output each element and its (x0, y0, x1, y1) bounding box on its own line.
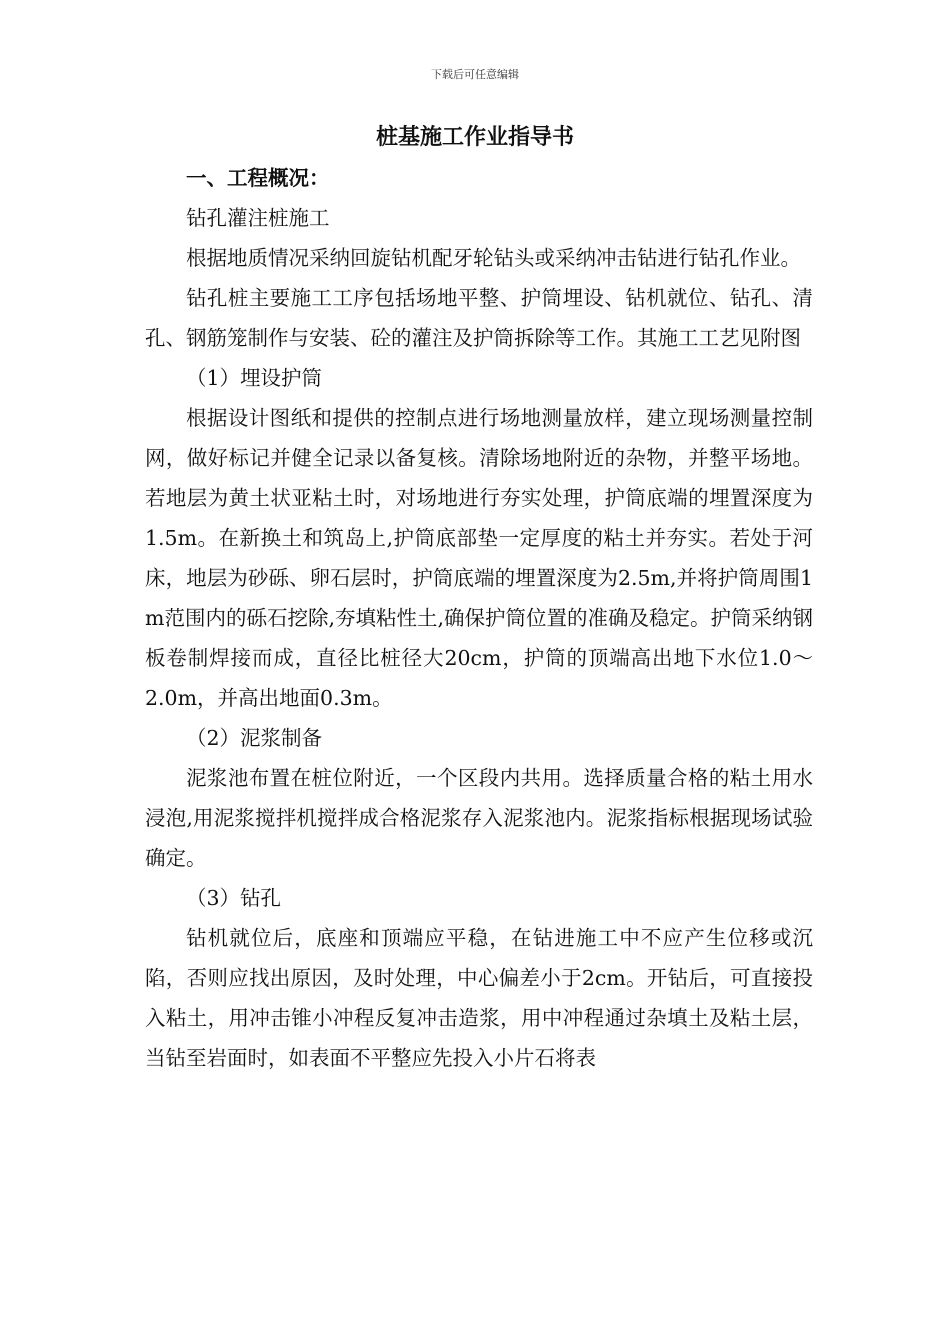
paragraph: 钻机就位后，底座和顶端应平稳，在钻进施工中不应产生位移或沉陷，否则应找出原因，及时处理，中心偏差小于2cm。开钻后，可直接投入粘土，用冲击锥小冲程反复冲击造浆，用中冲程通过杂填土及粘土层，当钻至岩面时，如表面不平整应先投入小片石将表 (145, 926, 813, 1070)
document-body (145, 158, 813, 1078)
paragraph: 根据设计图纸和提供的控制点进行场地测量放样，建立现场测量控制网，做好标记并健全记录以备复核。清除场地附近的杂物，并整平场地。若地层为黄土状亚粘土时，对场地进行夯实处理，护筒底端的埋置深度为1.5m。在新换土和筑岛上,护筒底部垫一定厚度的粘土并夯实。若处于河床，地层为砂砾、卵石层时，护筒底端的埋置深度为2.5m,并将护筒周围1 m范围内的砾石挖除,夯填粘性土,确保护筒位置的准确及稳定。护筒采纳钢板卷制焊接而成，直径比桩径大20cm，护筒的顶端高出地下水位1.0～2.0m，并高出地面0.3m。 (145, 406, 813, 710)
subheading: （3）钻孔 (186, 886, 282, 910)
paragraph: 钻孔灌注桩施工 (186, 206, 330, 230)
document-title: 桩基施工作业指导书 (375, 125, 574, 150)
page-header-note: 下载后可任意编辑 (431, 68, 519, 81)
paragraph: 钻孔桩主要施工工序包括场地平整、护筒埋设、钻机就位、钻孔、清孔、钢筋笼制作与安装、砼的灌注及护筒拆除等工作。其施工工艺见附图 (145, 286, 813, 350)
subheading: （1）埋设护筒 (186, 366, 323, 390)
paragraph: 泥浆池布置在桩位附近，一个区段内共用。选择质量合格的粘土用水浸泡,用泥浆搅拌机搅拌成合格泥浆存入泥浆池内。泥浆指标根据现场试验确定。 (145, 766, 813, 870)
paragraph: 根据地质情况采纳回旋钻机配牙轮钻头或采纳冲击钻进行钻孔作业。 (186, 246, 801, 270)
subheading: （2）泥浆制备 (186, 726, 323, 750)
section-heading: 一、工程概况： (186, 166, 330, 190)
